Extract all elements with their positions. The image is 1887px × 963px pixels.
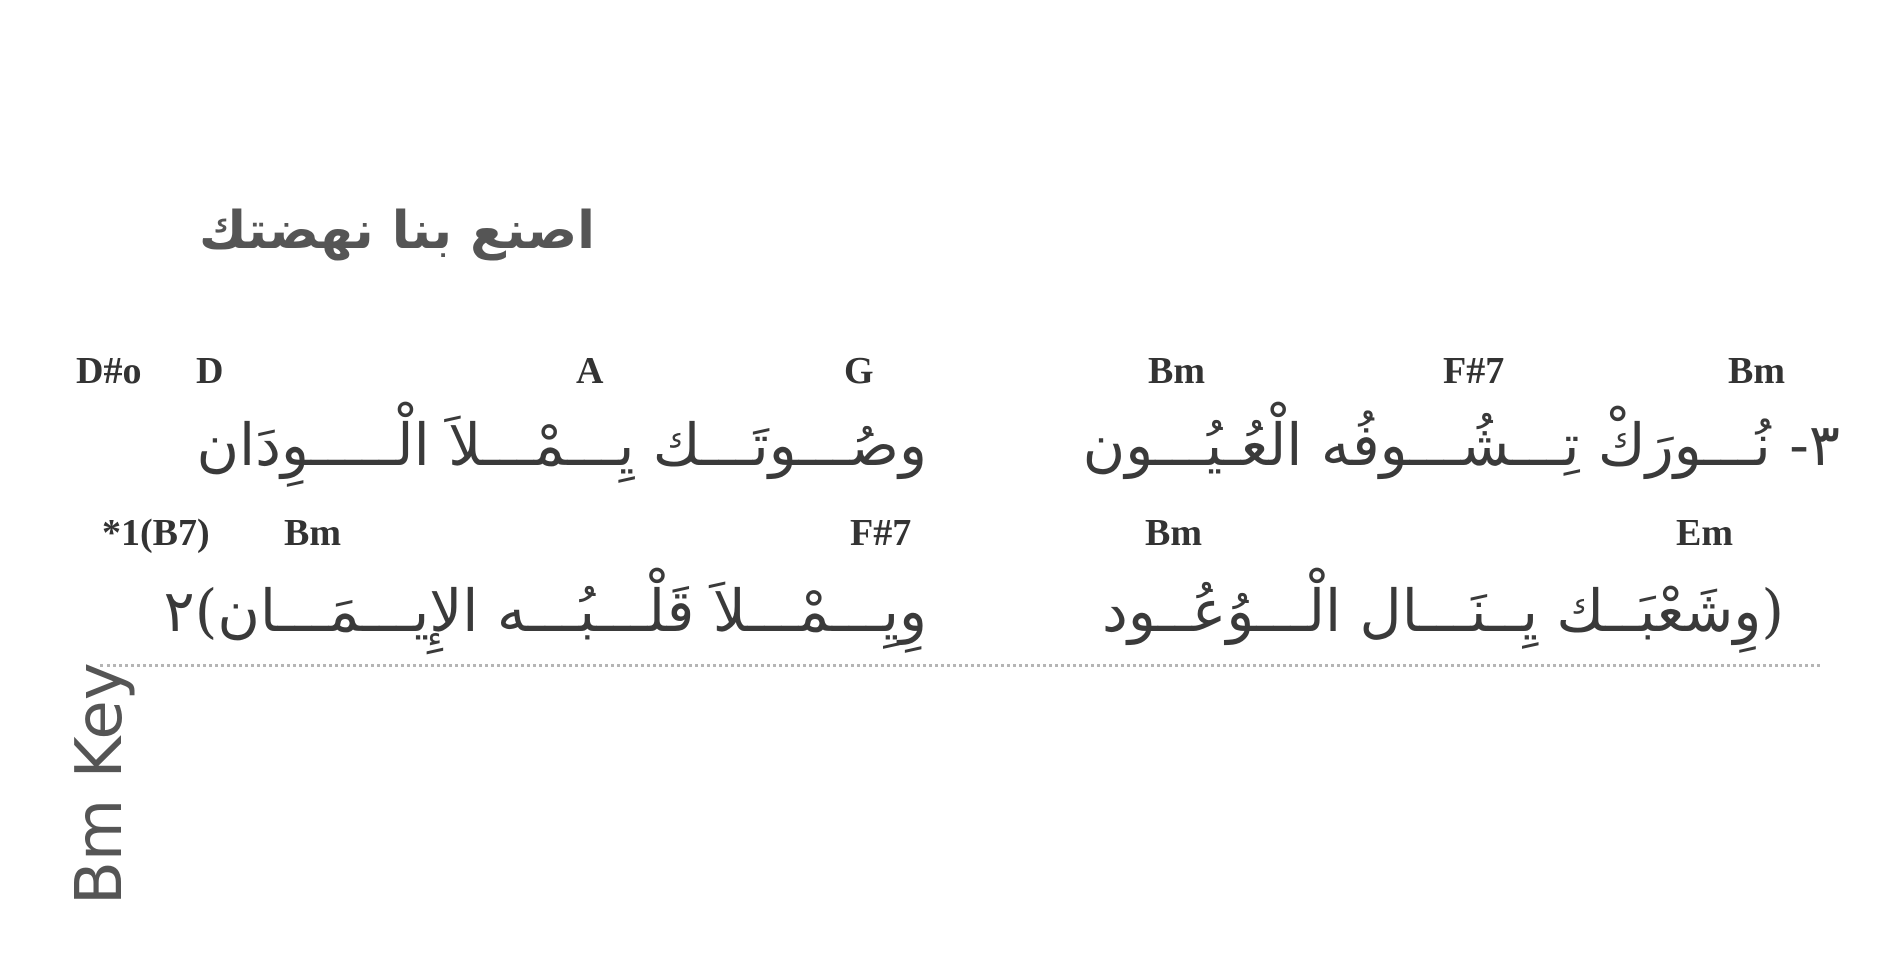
lyric-line-1-left: وصُـــوتَـــك يِـــمْـــلاَ الْـــــوِدَان [196, 411, 927, 479]
chord-b7-note: *1(B7) [102, 512, 210, 554]
key-label: Bm Key [63, 662, 137, 905]
song-title: اصنع بنا نهضتك [198, 201, 595, 261]
lyric-line-1-right: ٣- نُـــورَكْ تِـــشُـــوفُه الْعُـيُـــون [1082, 411, 1840, 479]
chord-g: G [844, 350, 874, 392]
lyric-line-2-right: (وِشَعْبَــك يِــنَـــال الْـــوُعُــود [1102, 577, 1784, 645]
chord-d: D [196, 350, 224, 392]
chord-bm: Bm [284, 512, 341, 554]
chord-bm: Bm [1728, 350, 1785, 392]
dotted-divider [100, 664, 1820, 667]
chord-d-diminished: D#o [76, 350, 142, 392]
chord-em: Em [1676, 512, 1733, 554]
chord-a: A [576, 350, 604, 392]
chord-bm: Bm [1148, 350, 1205, 392]
chord-f-sharp-7: F#7 [850, 512, 912, 554]
chord-f-sharp-7: F#7 [1443, 350, 1505, 392]
chord-bm: Bm [1145, 512, 1202, 554]
lyric-line-2-left: وِيِـــمْـــلاَ قَلْـــبُـــه الإِيـــمَـــان)٢ [163, 577, 927, 645]
